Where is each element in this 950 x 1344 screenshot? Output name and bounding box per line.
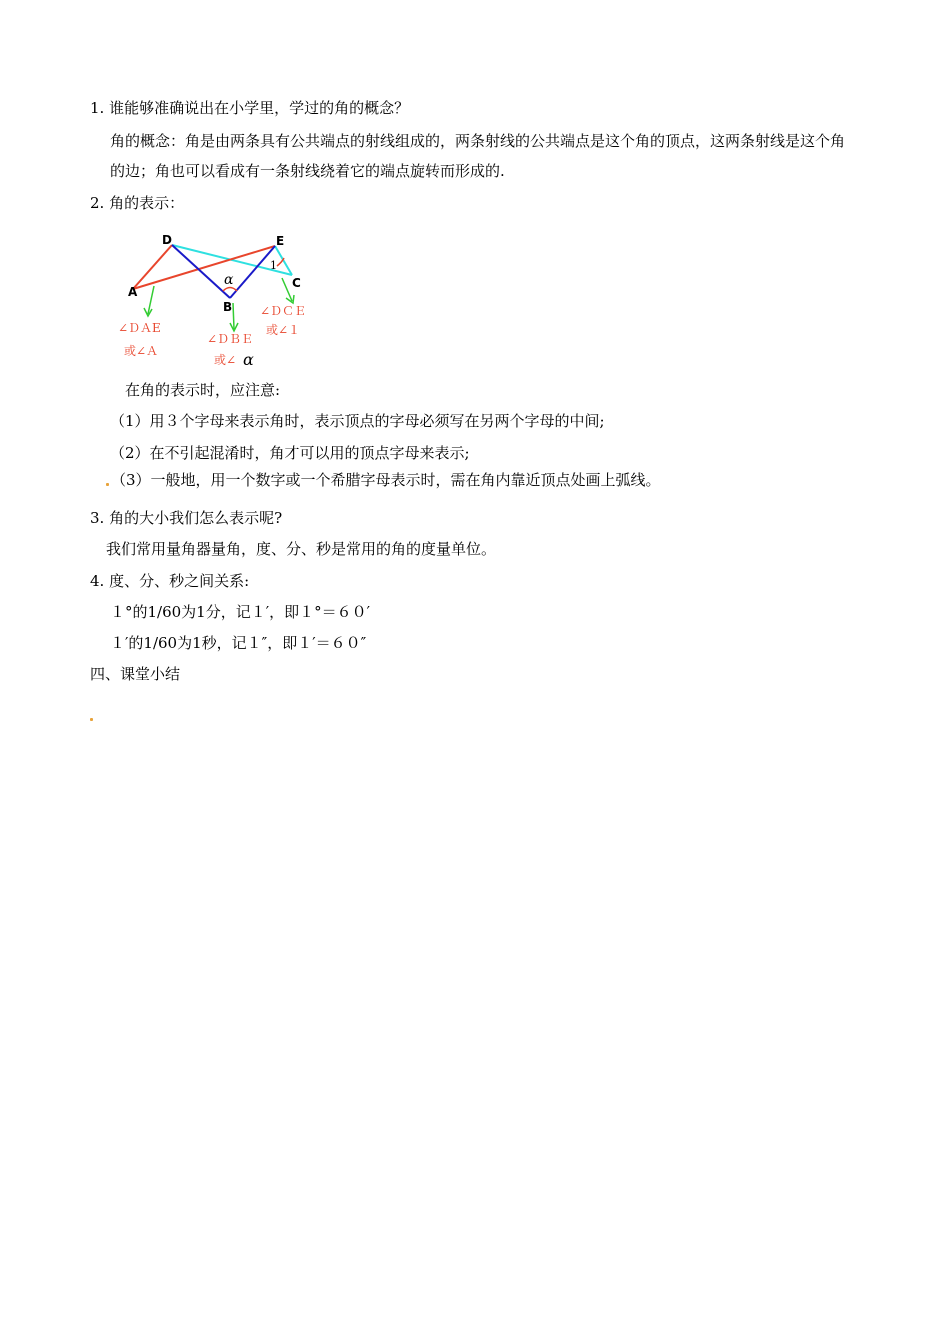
angle-concept-line2: 的边；角也可以看成有一条射线绕着它的端点旋转而形成的.	[110, 162, 505, 180]
note-1: （1）用３个字母来表示角时，表示顶点的字母必须写在另两个字母的中间;	[110, 412, 605, 430]
point-d-label: D	[162, 233, 172, 247]
minute-second-line: １′的1/60为1秒，记１″，即１′＝６０″	[110, 634, 367, 652]
arrow-dce	[282, 278, 292, 301]
stray-mark	[106, 483, 109, 486]
section2-heading: 2. 角的表示：	[90, 194, 185, 212]
section4-heading: 4. 度、分、秒之间关系:	[90, 572, 250, 590]
note-2: （2）在不引起混淆时，角才可以用的顶点字母来表示;	[110, 444, 470, 462]
one-symbol: 1	[270, 259, 277, 272]
point-a-label: A	[128, 285, 138, 299]
arrow-dbe	[233, 303, 234, 329]
label-dbe-or: 或∠	[214, 353, 237, 367]
stray-mark	[90, 718, 93, 721]
note-intro: 在角的表示时，应注意:	[125, 381, 281, 399]
point-b-label: B	[223, 300, 233, 314]
angle-concept-line1: 角的概念：角是由两条具有公共端点的射线组成的，两条射线的公共端点是这个角的顶点，这两条射线是这个角	[110, 132, 846, 150]
section5-heading: 四、课堂小结	[90, 665, 181, 683]
angle-figure	[110, 228, 330, 373]
alpha-symbol: α	[224, 272, 234, 288]
section3-heading: 3. 角的大小我们怎么表示呢?	[90, 509, 283, 527]
point-c-label: C	[292, 276, 301, 290]
point-e-label: E	[276, 234, 285, 248]
label-dbe: ∠ＤＢＥ	[207, 332, 254, 346]
label-dae: ∠ＤＡE	[118, 321, 161, 335]
label-dbe-alpha: α	[243, 350, 254, 369]
arc-one	[277, 258, 284, 266]
section1-heading: 1. 谁能够准确说出在小学里，学过的角的概念？	[90, 99, 410, 117]
label-dce: ∠ＤＣＥ	[260, 304, 307, 318]
label-dce-or: 或∠１	[266, 323, 301, 337]
note-3: （3）一般地，用一个数字或一个希腊字母表示时，需在角内靠近顶点处画上弧线。	[111, 471, 661, 489]
section3-para: 我们常用量角器量角，度、分、秒是常用的角的度量单位。	[106, 540, 497, 558]
arc-alpha	[223, 288, 237, 292]
label-dae-or: 或∠Ａ	[124, 344, 159, 358]
degree-minute-line: １°的1/60为1分，记１′，即１°＝６０′	[110, 603, 371, 621]
